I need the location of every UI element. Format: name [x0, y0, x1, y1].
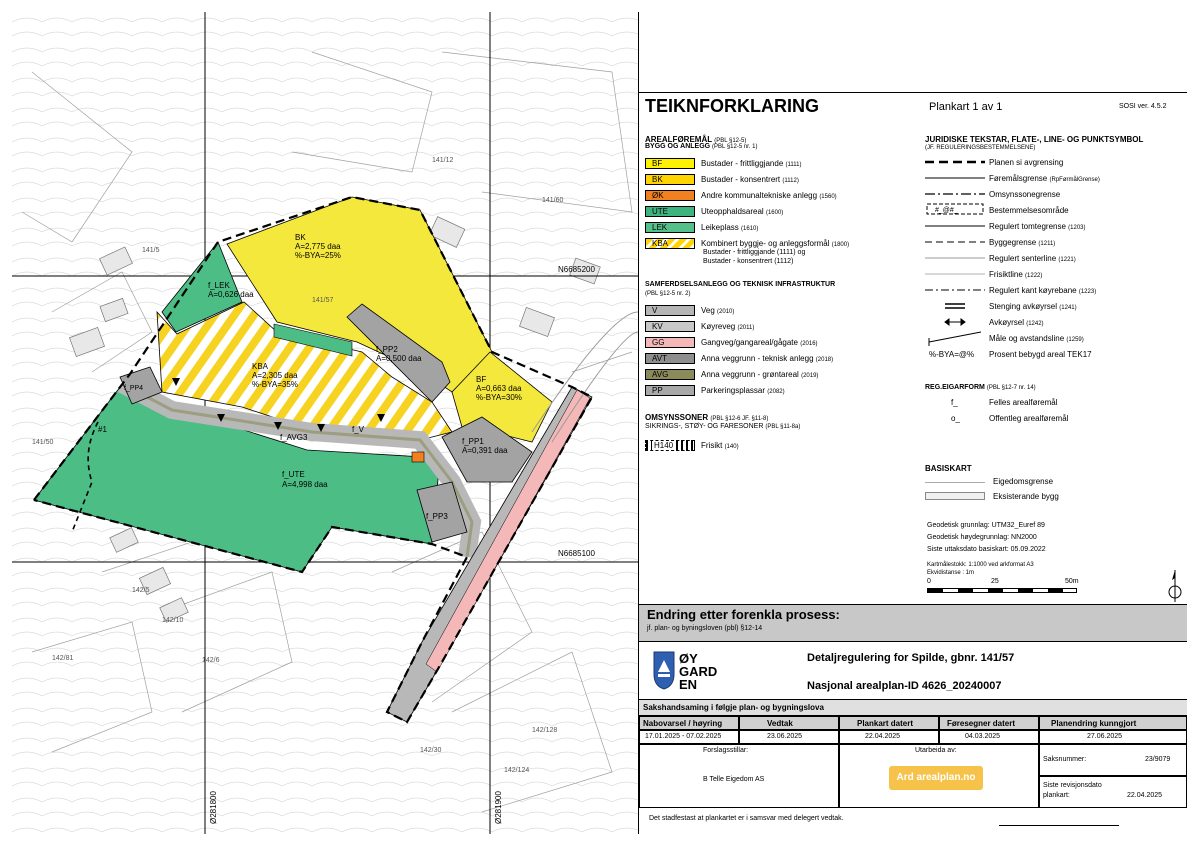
basiskart-eigedomsgrense: Eigedomsgrense — [993, 477, 1054, 486]
scale-tick-0: 0 — [927, 578, 931, 585]
legend-item-kv: Køyreveg (2011) — [701, 322, 755, 331]
saks-value-foresegner: 04.03.2025 — [965, 733, 1001, 740]
saks-header-nabovarsel: Nabovarsel / høyring — [643, 719, 723, 728]
legend-item-gg: Gangveg/gangareal/gågate (2016) — [701, 338, 818, 347]
legend-item-bk: Bustader - konsentrert (1112) — [701, 175, 799, 184]
map-label-141-50: 141/50 — [32, 439, 54, 446]
map-label-141-60: 141/60 — [542, 197, 564, 204]
bygg-title: BYGG OG ANLEGG (PBL §12-5 nr. 1) — [645, 143, 758, 150]
map-label-v: f_V — [352, 425, 365, 434]
grid-label-n-lower: N6685100 — [558, 549, 595, 558]
samf-ref: (PBL §12-5 nr. 2) — [645, 291, 691, 297]
revisjon-label-1: Siste revisjonsdato — [1043, 782, 1102, 789]
map-label-avg3: f_AVG3 — [280, 433, 308, 442]
geo-grunnlag: Geodetisk grunnlag: UTM32_Euref 89 — [927, 522, 1045, 529]
geo-uttaksdato: Siste uttaksdato basiskart: 05.09.2022 — [927, 546, 1046, 553]
jur-symbols — [925, 156, 987, 356]
utarbeida-logo: Ard arealplan.no — [889, 766, 983, 790]
sosi-version: SOSI ver. 4.5.2 — [1119, 103, 1167, 110]
legend-item-pp: Parkeringsplassar (2082) — [701, 386, 785, 395]
jur-item-bya: Prosent bebygd areal TEK17 — [989, 350, 1092, 359]
map-label-142-10: 142/10 — [162, 617, 184, 624]
swatch-gg: GG — [645, 337, 695, 348]
scale-tick-25: 25 — [991, 578, 999, 585]
zone-area-bk: A=2,775 daa — [295, 242, 341, 251]
swatch-ute: UTE — [645, 206, 695, 217]
jur-item-plangrense: Planen si avgrensing — [989, 158, 1064, 167]
arealformal-title: AREALFØREMÅL (PBL §12-5) — [645, 135, 747, 144]
zone-area-bf: A=0,663 daa — [476, 384, 522, 393]
signature-line — [999, 825, 1119, 826]
map-label-142-81: 142/81 — [52, 655, 74, 662]
legend-item-avt: Anna veggrunn - teknisk anlegg (2018) — [701, 354, 834, 363]
sheet-number: Plankart 1 av 1 — [929, 101, 1003, 113]
saks-value-vedtak: 23.06.2025 — [767, 733, 803, 740]
saks-header — [639, 700, 1187, 716]
jur-item-byggegrense: Byggegrense (1211) — [989, 238, 1056, 247]
map-label-142-128: 142/128 — [532, 727, 558, 734]
geo-hoydegrunnlag: Geodetisk høydegrunnlag: NN2000 — [927, 534, 1037, 541]
map-label-1: #1 — [98, 425, 107, 434]
zone-label-lek: f_LEK — [208, 281, 230, 290]
plan-map — [12, 12, 638, 834]
forslag-value: B Telle Eigedom AS — [703, 776, 765, 783]
saksnummer-value: 23/9079 — [1145, 756, 1171, 763]
revisjon-label-2: plankart: — [1043, 792, 1070, 799]
zone-label-bk: BK — [295, 233, 306, 242]
scale-bar — [927, 588, 1077, 593]
saks-value-nabovarsel: 17.01.2025 - 07.02.2025 — [645, 733, 722, 740]
swatch-avg: AVG — [645, 369, 695, 380]
zone-label-bf: BF — [476, 375, 487, 384]
legend-item-ok: Andre kommunaltekniske anlegg (1560) — [701, 191, 837, 200]
map-label-pp3: f_PP3 — [426, 512, 448, 521]
map-label-142-5: 142/5 — [132, 587, 150, 594]
jur-item-avkoyrsel: Avkøyrsel (1242) — [989, 318, 1044, 327]
grid-label-e-right: Ø281900 — [494, 791, 503, 824]
plan-arealplan-id: Nasjonal arealplan-ID 4626_20240007 — [807, 680, 1002, 692]
zone-bya-kba: %-BYA=35% — [252, 380, 298, 389]
footer-text: Det stadfestast at plankartet er i samsvar med delegert vedtak. — [649, 815, 844, 822]
legend-item-ute: Uteopphaldsareal (1600) — [701, 207, 784, 216]
map-label-142-124: 142/124 — [504, 767, 530, 774]
zone-label-ute: f_UTE — [282, 470, 305, 479]
swatch-pp: PP — [645, 385, 695, 396]
swatch-avt: AVT — [645, 353, 695, 364]
legend-item-v: Veg (2010) — [701, 306, 735, 315]
zone-ok — [412, 452, 424, 462]
eigarform-sym-o: o_ — [951, 414, 960, 423]
omsyn-title: OMSYNSSONER (PBL §12-6 JF. §11-8) — [645, 413, 769, 422]
change-section — [639, 604, 1187, 642]
saks-header-plankart: Plankart datert — [857, 719, 914, 728]
map-label-141-12: 141/12 — [432, 157, 454, 164]
revisjon-value: 22.04.2025 — [1127, 792, 1163, 799]
jur-title: JURIDISKE TEKSTAR, FLATE-, LINE- OG PUNKTSYMBOL — [925, 135, 1144, 144]
eigarform-title: REG.EIGARFORM (PBL §12-7 nr. 14) — [925, 384, 1036, 391]
zone-bya-bf: %-BYA=30% — [476, 393, 522, 402]
jur-item-formalsgrense: Føremålsgrense (RpFørmålGrense) — [989, 174, 1100, 183]
jur-item-tomtegrense: Regulert tomtegrense (1203) — [989, 222, 1086, 231]
saks-value-kunngjort: 27.06.2025 — [1087, 733, 1123, 740]
swatch-v: V — [645, 305, 695, 316]
eigarform-felles: Felles arealføremål — [989, 398, 1058, 407]
legend-title: TEIKNFORKLARING — [645, 96, 819, 116]
omsyn-sub: SIKRINGS-, STØY- OG FARESONER (PBL §11-8a) — [645, 423, 801, 430]
swatch-ok: ØK — [645, 190, 695, 201]
legend-item-lek: Leikeplass (1610) — [701, 223, 759, 232]
saks-header-kunngjort: Planendring kunngjort — [1051, 719, 1137, 728]
swatch-bf: BF — [645, 158, 695, 169]
oygarden-crest-icon — [653, 650, 675, 690]
utarbeida-label: Utarbeida av: — [915, 747, 957, 754]
eigarform-offentleg: Offentleg arealføremål — [989, 414, 1069, 423]
ekvidistanse: Ekvidistanse : 1m — [927, 570, 975, 576]
plan-id-section — [639, 642, 1187, 700]
map-label-142-6: 142/6 — [202, 657, 220, 664]
zone-label-pp2: f_PP2 — [376, 345, 398, 354]
bya-symbol: %-BYA=@% — [929, 350, 975, 359]
swatch-kba: KBA — [645, 238, 695, 249]
map-label-142-30: 142/30 — [420, 747, 442, 754]
swatch-frisikt: H140 — [645, 440, 695, 451]
zone-area-pp1: A=0,391 daa — [462, 446, 508, 455]
zone-area-lek: A=0,626 daa — [208, 290, 254, 299]
swatch-bk: BK — [645, 174, 695, 185]
jur-item-stenging: Stenging avkøyrsel (1241) — [989, 302, 1077, 311]
legend-item-avg: Anna veggrunn - grøntareal (2019) — [701, 370, 819, 379]
zone-bya-bk: %-BYA=25% — [295, 251, 341, 260]
change-sub: jf. plan- og byningsloven (pbl) §12-14 — [647, 625, 763, 632]
samf-title: SAMFERDSELSANLEGG OG TEKNISK INFRASTRUKTUR — [645, 281, 836, 288]
jur-item-maleline: Måle og avstandsline (1259) — [989, 334, 1084, 343]
saks-value-plankart: 22.04.2025 — [865, 733, 901, 740]
scale-text: Kartmålestokk: 1:1000 ved arkformat A3 — [927, 562, 1034, 568]
scale-tick-50: 50m — [1065, 578, 1079, 585]
zone-area-pp2: A=0,500 daa — [376, 354, 422, 363]
basiskart-bygg: Eksisterande bygg — [993, 492, 1059, 501]
jur-item-frisiktline: Frisiktline (1222) — [989, 270, 1043, 279]
jur-ref: (JF. REGULERINGSBESTEMMELSENE) — [925, 145, 1036, 151]
forslag-label: Forslagsstillar: — [703, 747, 749, 754]
saks-header-foresegner: Føresegner datert — [947, 719, 1016, 728]
jur-item-senterline: Regulert senterline (1221) — [989, 254, 1076, 263]
zone-area-ute: A=4,998 daa — [282, 480, 328, 489]
legend-item-kba-sub1: Bustader - frittliggjande (1111) og — [703, 249, 806, 256]
bestemmelse-symbol: #_@#_ — [935, 207, 958, 214]
saks-header-vedtak: Vedtak — [767, 719, 793, 728]
legend-item-frisikt: Frisikt (140) — [701, 441, 739, 450]
jur-item-bestemmelsesomrade: Bestemmelsesområde — [989, 206, 1069, 215]
grid-label-e-left: Ø281800 — [209, 791, 218, 824]
zone-label-kba: KBA — [252, 362, 269, 371]
legend-item-kba-sub2: Bustader - konsentrert (1112) — [703, 258, 794, 265]
legend-panel — [638, 12, 1188, 834]
change-title: Endring etter forenkla prosess: — [647, 607, 840, 622]
plan-name: Detaljregulering for Spilde, gbnr. 141/57 — [807, 652, 1015, 664]
map-label-pp4: f_PP4 — [124, 385, 144, 392]
grid-label-n-upper: N6685200 — [558, 265, 595, 274]
legend-item-bf: Bustader - frittliggjande (1111) — [701, 159, 802, 168]
map-label-141-57: 141/57 — [312, 297, 334, 304]
saksnummer-label: Saksnummer: — [1043, 756, 1087, 763]
jur-item-kant-koyrebane: Regulert kant køyrebane (1223) — [989, 286, 1097, 295]
north-arrow-icon — [1167, 568, 1183, 604]
zone-label-pp1: f_PP1 — [462, 437, 484, 446]
jur-item-omsynssonegrense: Omsynssonegrense — [989, 190, 1061, 199]
logo-text: ØY GARD EN — [679, 651, 718, 692]
swatch-lek: LEK — [645, 222, 695, 233]
legend-item-kba: Kombinert byggje- og anleggsformål (1800) — [701, 239, 850, 248]
zone-area-kba: A=2,305 daa — [252, 371, 298, 380]
eigarform-sym-f: f_ — [951, 398, 958, 407]
basiskart-title: BASISKART — [925, 464, 972, 473]
saks-title: Sakshandsaming i følgje plan- og bygningslova — [643, 703, 824, 712]
swatch-kv: KV — [645, 321, 695, 332]
map-label-141-5: 141/5 — [142, 247, 160, 254]
